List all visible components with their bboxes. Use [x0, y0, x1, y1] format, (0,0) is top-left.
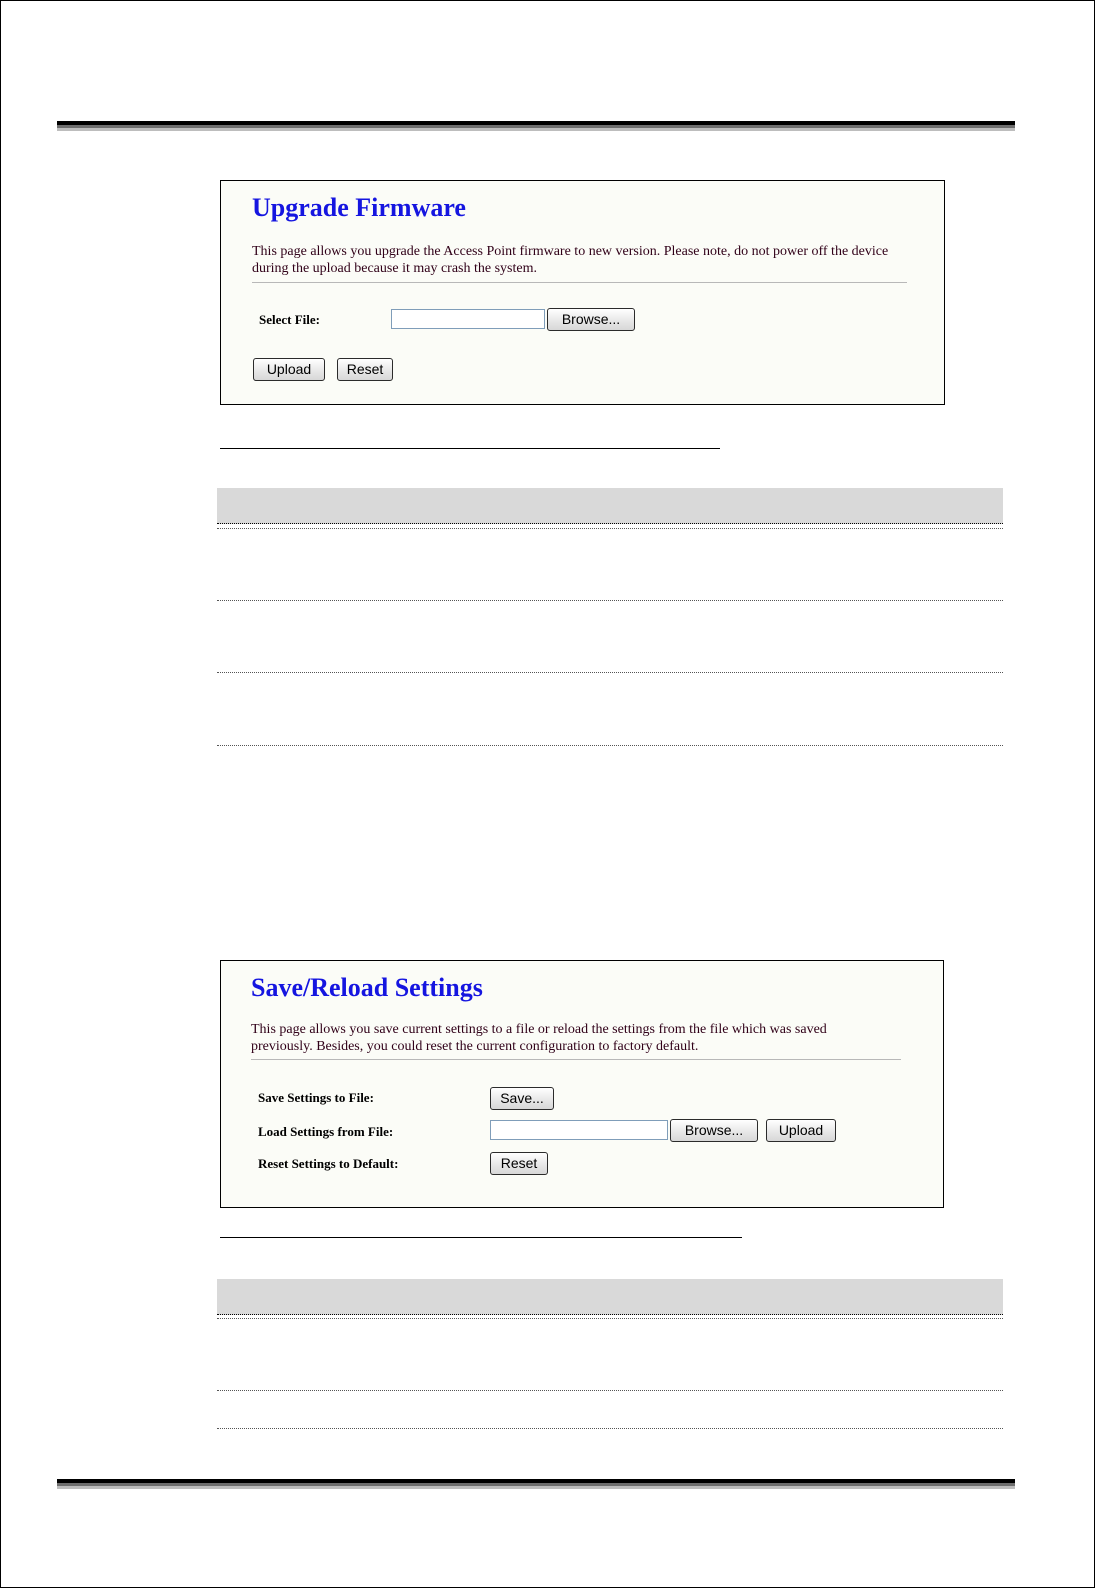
table-row-divider [217, 1390, 1003, 1391]
save-reload-description: This page allows you save current settings to a file or reload the settings from the file which was saved previously. Besides, you could reset the current configuration to factory default. [251, 1022, 827, 1054]
settings-file-input[interactable] [490, 1120, 668, 1140]
upgrade-separator [252, 282, 907, 283]
table-row-divider [217, 1428, 1003, 1429]
save-settings-button[interactable]: Save... [490, 1087, 554, 1110]
save-reload-title: Save/Reload Settings [251, 973, 483, 1002]
caption-underline [220, 448, 720, 449]
firmware-upload-button[interactable]: Upload [253, 358, 325, 381]
load-settings-label: Load Settings from File: [258, 1124, 394, 1139]
settings-upload-button[interactable]: Upload [766, 1119, 836, 1142]
upgrade-firmware-panel [220, 180, 945, 405]
select-file-label: Select File: [259, 312, 320, 327]
footer-rule [57, 1479, 1015, 1491]
upgrade-firmware-title: Upgrade Firmware [252, 193, 466, 222]
table-header [217, 1279, 1003, 1315]
table-header [217, 488, 1003, 524]
save-settings-label: Save Settings to File: [258, 1090, 374, 1105]
table-row-divider [217, 600, 1003, 601]
table-row-divider [217, 745, 1003, 746]
header-rule [57, 121, 1015, 133]
table-row-divider [217, 1318, 1003, 1319]
firmware-file-input[interactable] [391, 309, 545, 329]
reset-settings-button[interactable]: Reset [490, 1152, 548, 1175]
save-reload-separator [251, 1059, 901, 1060]
caption-underline [220, 1237, 742, 1238]
save-reload-panel [220, 960, 944, 1208]
upgrade-firmware-description: This page allows you upgrade the Access Point firmware to new version. Please note, do not power off the device during the upload because it may crash the system. [252, 244, 889, 276]
firmware-reset-button[interactable]: Reset [337, 358, 393, 381]
reset-settings-label: Reset Settings to Default: [258, 1156, 399, 1171]
table-row-divider [217, 672, 1003, 673]
settings-browse-button[interactable]: Browse... [670, 1119, 758, 1142]
firmware-browse-button[interactable]: Browse... [547, 308, 635, 331]
table-row-divider [217, 528, 1003, 529]
